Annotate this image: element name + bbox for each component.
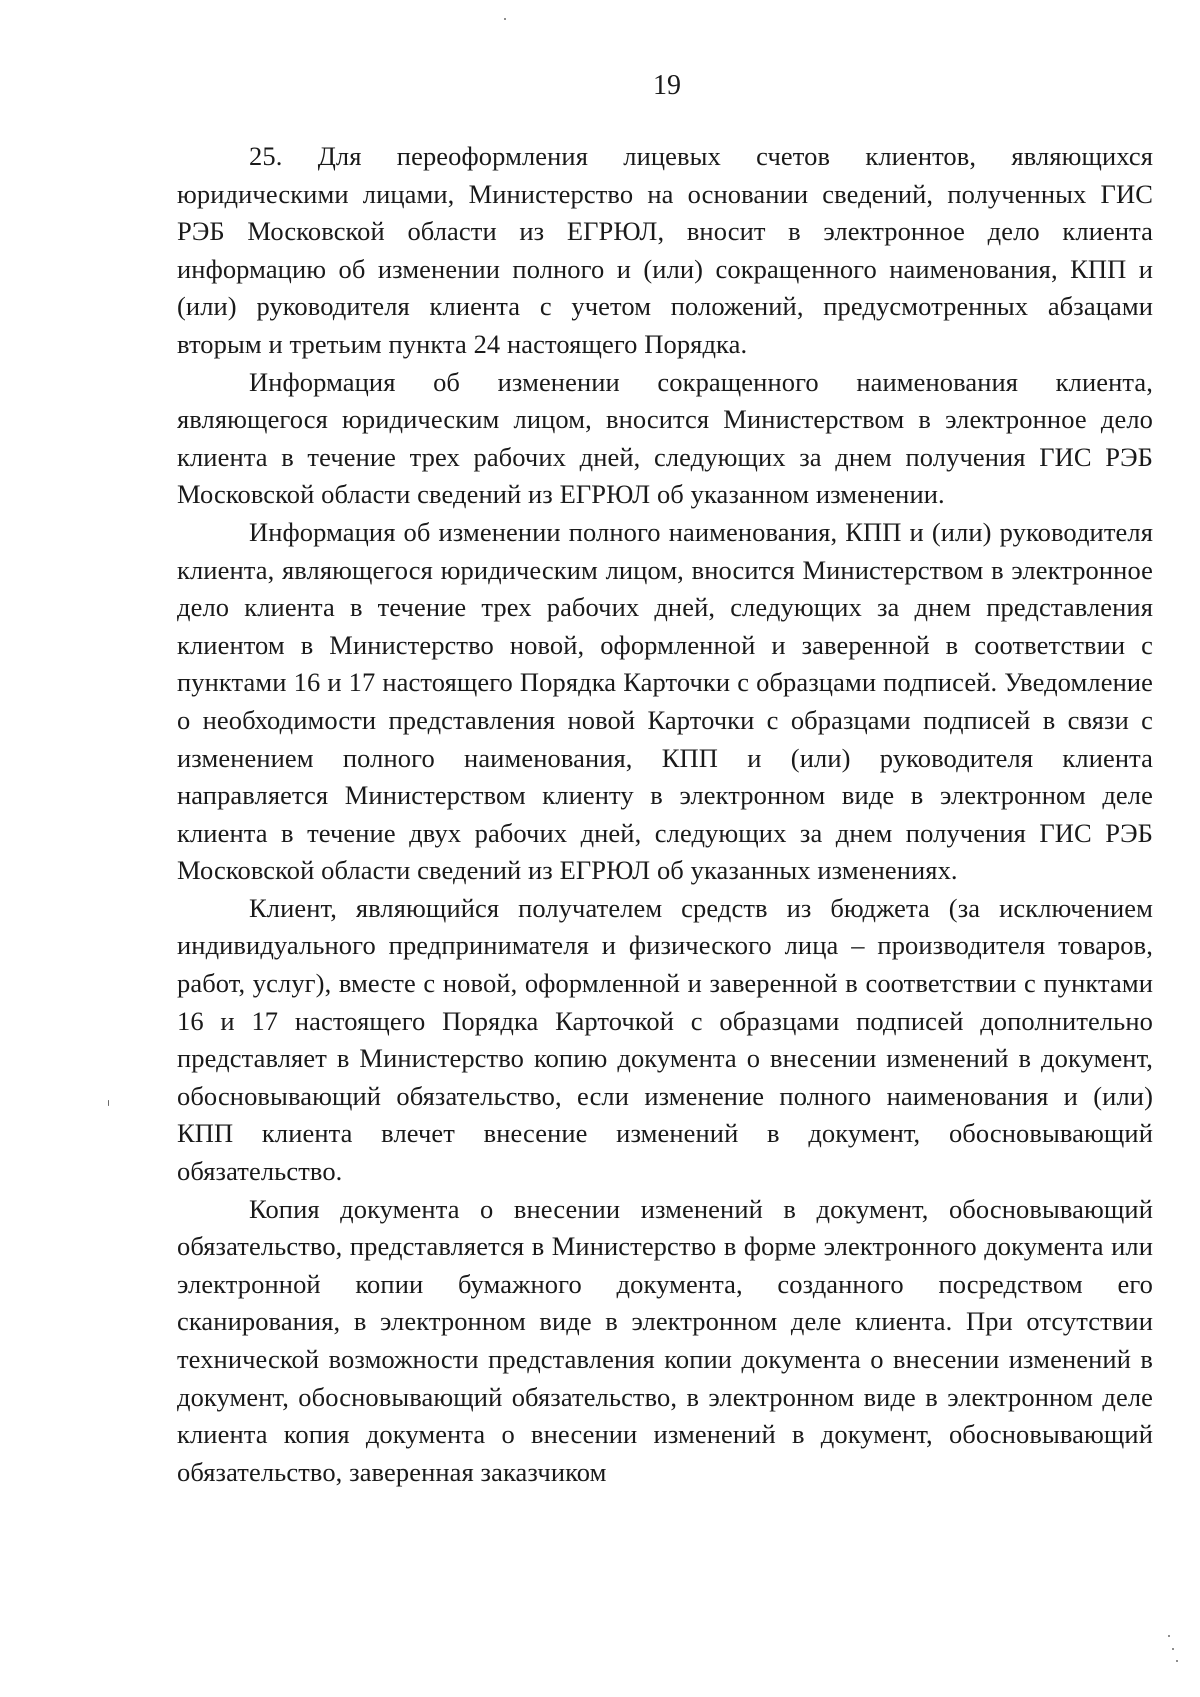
- paragraph-2: Информация об изменении сокращенного наименования клиента, являющегося юридическим лицом, вносится Министерством в электронное дело клиента в течение трех рабочих дней, следующих за днем получения ГИС РЭБ Московской области сведений из ЕГРЮЛ об указанном изменении.: [177, 366, 1153, 510]
- scan-artifact: [1168, 1635, 1170, 1637]
- document-body: [177, 138, 1153, 1491]
- paragraph-3: Информация об изменении полного наименования, КПП и (или) руководителя клиента, являющегося юридическим лицом, вносится Министерством в электронное дело клиента в течение трех рабочих дней, следующих за днем представления клиентом в Министерство новой, оформленной и заверенной в соответствии с пунктами 16 и 17 настоящего Порядка Карточки с образцами подписей. Уведомление о необходимости представления новой Карточки с образцами подписей в связи с изменением полного наименования, КПП и (или) руководителя клиента направляется Министерством клиенту в электронном виде в электронном деле клиента в течение двух рабочих дней, следующих за днем получения ГИС РЭБ Московской области сведений из ЕГРЮЛ об указанных изменениях.: [177, 516, 1153, 886]
- scan-artifact: [1172, 1648, 1174, 1650]
- scan-artifact: [1176, 1660, 1178, 1662]
- scan-artifact: [504, 18, 506, 20]
- paragraph-4: Клиент, являющийся получателем средств из бюджета (за исключением индивидуального предпринимателя и физического лица – производителя товаров, работ, услуг), вместе с новой, оформленной и заверенной в соответствии с пунктами 16 и 17 настоящего Порядка Карточкой с образцами подписей дополнительно представляет в Министерство копию документа о внесении изменений в документ, обосновывающий обязательство, если изменение полного наименования и (или) КПП клиента влечет внесение изменений в документ, обосновывающий обязательство.: [177, 892, 1153, 1187]
- scan-artifact: [108, 1100, 109, 1106]
- paragraph-5: Копия документа о внесении изменений в документ, обосновывающий обязательство, представляется в Министерство в форме электронного документа или электронной копии бумажного документа, созданного посредством его сканирования, в электронном виде в электронном деле клиента. При отсутствии технической возможности представления копии документа о внесении изменений в документ, обосновывающий обязательство, в электронном виде в электронном деле клиента копия документа о внесении изменений в документ, обосновывающий обязательство, заверенная заказчиком: [177, 1193, 1153, 1487]
- paragraph-1: 25. Для переоформления лицевых счетов клиентов, являющихся юридическими лицами, Министерство на основании сведений, полученных ГИС РЭБ Московской области из ЕГРЮЛ, вносит в электронное дело клиента информацию об изменении полного и (или) сокращенного наименования, КПП и (или) руководителя клиента с учетом положений, предусмотренных абзацами вторым и третьим пункта 24 настоящего Порядка.: [177, 141, 1153, 359]
- page-number: 19: [653, 70, 681, 101]
